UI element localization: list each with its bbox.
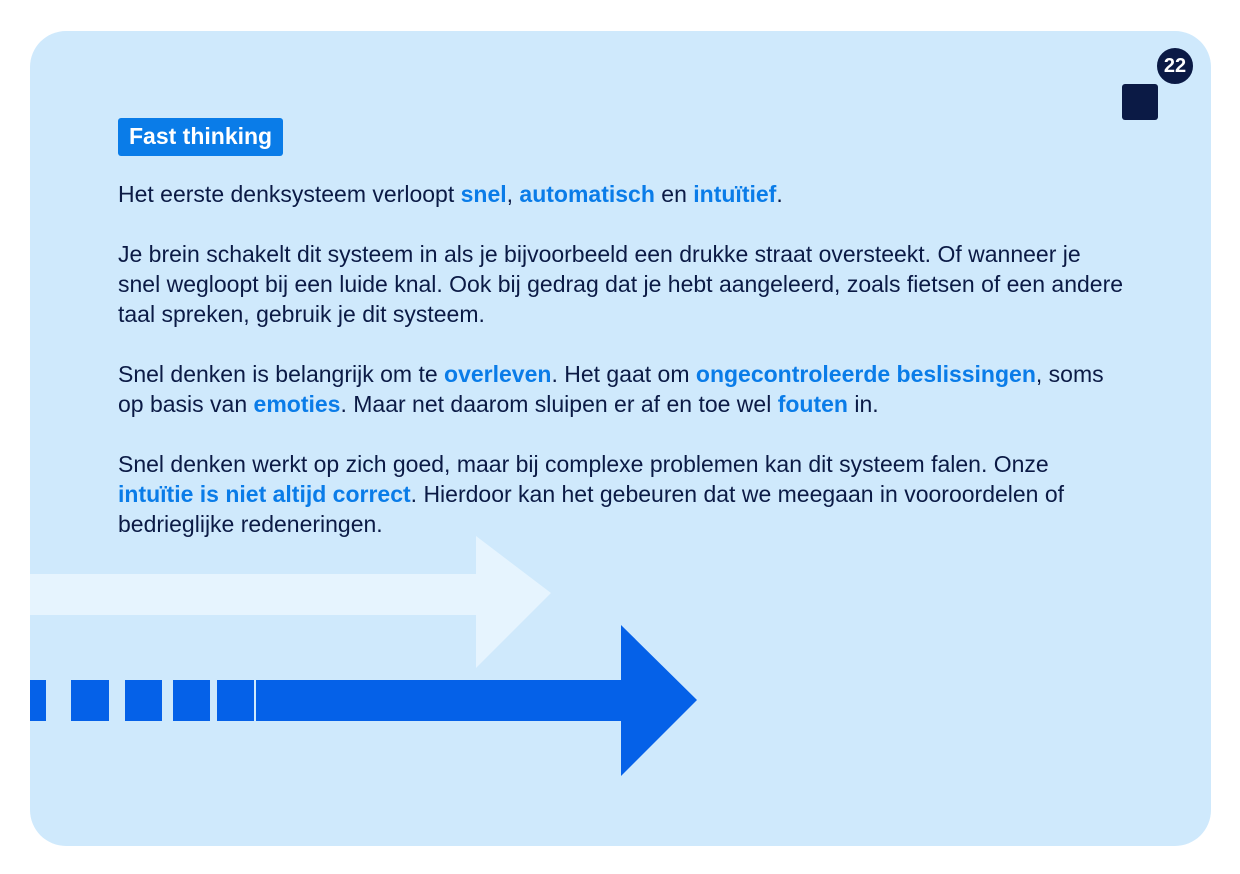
dash-segment	[217, 680, 254, 721]
dash-segment	[125, 680, 162, 721]
highlighted-term: ongecontroleerde beslissingen	[695, 361, 1036, 387]
dash-segment	[71, 680, 109, 721]
highlighted-term: fouten	[777, 391, 848, 417]
highlighted-term: automatisch	[519, 181, 655, 207]
highlighted-term: intuïtie is niet altijd correct	[118, 481, 411, 507]
text-run: . Maar net daarom sluipen er af en toe wel	[340, 391, 778, 417]
highlighted-term: snel	[460, 181, 507, 207]
text-run: Snel denken werkt op zich goed, maar bij complexe problemen kan dit systeem falen. Onze	[118, 451, 1049, 477]
page-number: 22	[1154, 45, 1196, 87]
text-run: . Het gaat om	[551, 361, 696, 387]
content-card	[30, 31, 1211, 846]
text-run: .	[776, 181, 783, 207]
section-tag: Fast thinking	[118, 118, 283, 156]
light-arrow	[30, 536, 551, 668]
text-run: ,	[506, 181, 520, 207]
text-run: in.	[847, 391, 879, 417]
arrows-illustration	[30, 31, 1211, 846]
text-run: , soms op basis van	[118, 361, 1104, 417]
highlighted-term: intuïtief	[693, 181, 777, 207]
text-run: Het eerste denksysteem verloopt	[118, 181, 461, 207]
text-run: . Hierdoor kan het gebeuren dat we meegaan in vooroordelen of bedrieglijke redeneringen.	[118, 481, 1065, 537]
highlighted-term: overleven	[444, 361, 552, 387]
text-run: en	[654, 181, 694, 207]
dash-segment	[173, 680, 210, 721]
text-run: Snel denken is belangrijk om te	[118, 361, 445, 387]
text-run: Je brein schakelt dit systeem in als je bijvoorbeeld een drukke straat oversteekt. Of wanneer je snel wegloopt bij een luide knal. Ook bij gedrag dat je hebt aangeleerd, zoals fietsen of een andere taal spreken, gebruik je dit systeem.	[118, 241, 1124, 327]
highlighted-term: emoties	[253, 391, 341, 417]
dash-segment	[30, 680, 46, 721]
